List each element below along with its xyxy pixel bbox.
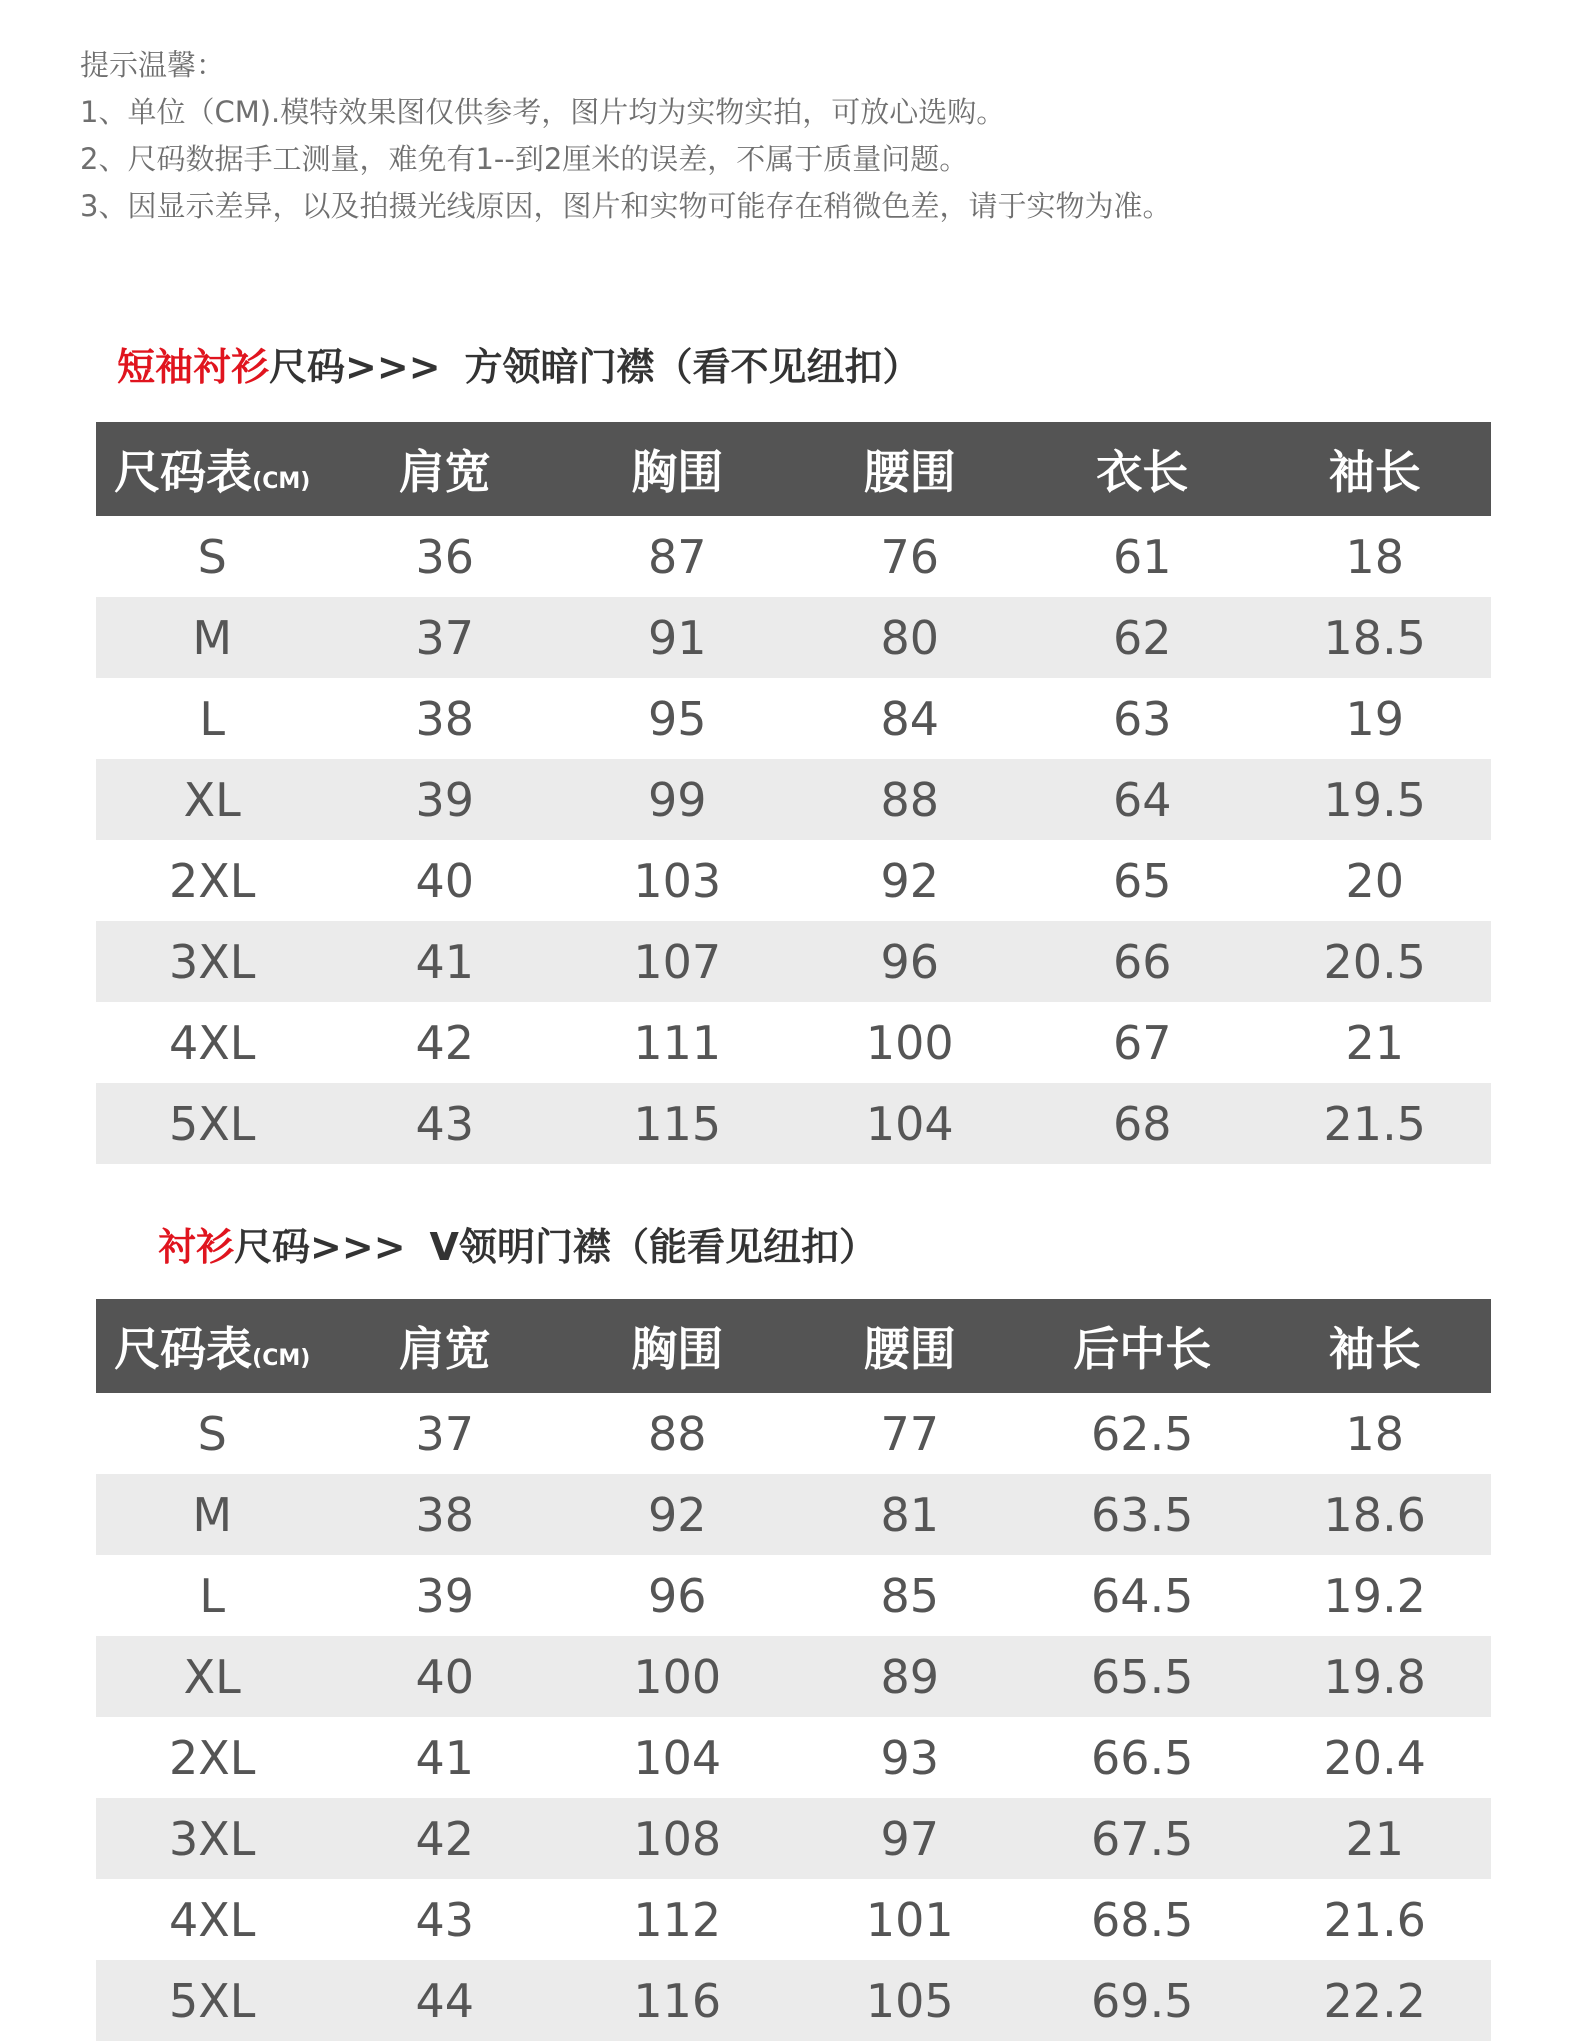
measure-cell: 42 [415, 1015, 475, 1070]
measure-cell: 100 [865, 1015, 954, 1070]
measure-cell: 111 [633, 1015, 722, 1070]
column-header: 胸围 [631, 1322, 724, 1376]
table-row [96, 1879, 1491, 1960]
table-row [96, 921, 1491, 1002]
measure-cell: 99 [647, 772, 707, 827]
table-row [96, 1798, 1491, 1879]
column-header: 袖长 [1328, 1322, 1421, 1376]
size-header-unit: (CM) [252, 1346, 311, 1371]
measure-cell: 41 [415, 1730, 475, 1785]
measure-cell: 93 [880, 1730, 940, 1785]
shirt-title-red: 衬衫 [158, 1225, 235, 1269]
measure-cell: 107 [633, 934, 722, 989]
measure-cell: 63.5 [1091, 1487, 1194, 1542]
table-body [96, 1393, 1491, 2041]
measure-cell: 38 [415, 1487, 475, 1542]
measure-cell: 96 [880, 934, 940, 989]
measure-cell: 18 [1345, 529, 1405, 584]
measure-cell: 65 [1112, 853, 1172, 908]
table-body [96, 516, 1491, 1164]
measure-cell: 108 [633, 1811, 722, 1866]
measure-cell: 66 [1112, 934, 1172, 989]
measure-cell: 95 [647, 691, 707, 746]
size-cell: L [199, 1568, 226, 1623]
table-row [96, 1960, 1491, 2041]
measure-cell: 84 [880, 691, 940, 746]
measure-cell: 20 [1345, 853, 1405, 908]
column-header: 胸围 [631, 445, 724, 499]
table-header-row [96, 422, 1491, 516]
size-header-label: 尺码表 [114, 445, 253, 499]
table-row [96, 840, 1491, 921]
size-cell: 2XL [169, 853, 256, 908]
measure-cell: 104 [633, 1730, 722, 1785]
short-sleeve-title-red: 短袖衬衫 [117, 345, 270, 389]
measure-cell: 19.2 [1323, 1568, 1426, 1623]
table-row [96, 516, 1491, 597]
size-cell: 3XL [169, 934, 256, 989]
measure-cell: 97 [880, 1811, 940, 1866]
measure-cell: 37 [415, 1406, 475, 1461]
measure-cell: 38 [415, 691, 475, 746]
size-header-cell [96, 1299, 329, 1393]
size-cell: L [199, 691, 226, 746]
measure-cell: 100 [633, 1649, 722, 1704]
measure-cell: 92 [880, 853, 940, 908]
measure-cell: 69.5 [1091, 1973, 1194, 2028]
measure-cell: 43 [415, 1096, 475, 1151]
table-row [96, 1474, 1491, 1555]
column-header: 后中长 [1073, 1322, 1212, 1376]
measure-cell: 80 [880, 610, 940, 665]
size-cell: 4XL [169, 1015, 256, 1070]
measure-cell: 44 [415, 1973, 475, 2028]
table-row [96, 597, 1491, 678]
size-cell: XL [183, 1649, 241, 1704]
measure-cell: 18.6 [1323, 1487, 1426, 1542]
measure-cell: 66.5 [1091, 1730, 1194, 1785]
size-cell: S [197, 529, 227, 584]
measure-cell: 43 [415, 1892, 475, 1947]
measure-cell: 39 [415, 1568, 475, 1623]
measure-cell: 96 [647, 1568, 707, 1623]
measure-cell: 65.5 [1091, 1649, 1194, 1704]
tips-notes [80, 42, 1171, 230]
measure-cell: 89 [880, 1649, 940, 1704]
measure-cell: 20.4 [1323, 1730, 1426, 1785]
measure-cell: 115 [633, 1096, 722, 1151]
measure-cell: 61 [1112, 529, 1172, 584]
tips-line-3: 3、因显示差异，以及拍摄光线原因，图片和实物可能存在稍微色差，请于实物为准。 [80, 189, 1172, 223]
column-header: 腰围 [863, 445, 956, 499]
size-header-unit: (CM) [252, 469, 311, 494]
measure-cell: 63 [1112, 691, 1172, 746]
measure-cell: 39 [415, 772, 475, 827]
measure-cell: 22.2 [1323, 1973, 1426, 2028]
size-cell: S [197, 1406, 227, 1461]
measure-cell: 20.5 [1323, 934, 1426, 989]
table-row [96, 1717, 1491, 1798]
size-cell: M [192, 1487, 233, 1542]
table-row [96, 1636, 1491, 1717]
column-header: 袖长 [1328, 445, 1421, 499]
shirt-title-desc: V领明门襟（能看见纽扣） [429, 1225, 877, 1269]
measure-cell: 105 [865, 1973, 954, 2028]
column-header: 腰围 [863, 1322, 956, 1376]
measure-cell: 19.8 [1323, 1649, 1426, 1704]
table-row [96, 1083, 1491, 1164]
measure-cell: 21 [1345, 1015, 1405, 1070]
tips-line-2: 2、尺码数据手工测量，难免有1--到2厘米的误差，不属于质量问题。 [80, 142, 969, 176]
shirt-size-table [96, 1299, 1491, 2041]
column-header: 肩宽 [398, 445, 491, 499]
measure-cell: 85 [880, 1568, 940, 1623]
short-sleeve-size-table [96, 422, 1491, 1164]
measure-cell: 19 [1345, 691, 1405, 746]
measure-cell: 42 [415, 1811, 475, 1866]
tips-line-1: 1、单位（CM).模特效果图仅供参考，图片均为实物实拍，可放心选购。 [80, 95, 1006, 129]
measure-cell: 18.5 [1323, 610, 1426, 665]
measure-cell: 68.5 [1091, 1892, 1194, 1947]
size-header-cell [96, 422, 329, 516]
measure-cell: 87 [647, 529, 707, 584]
size-cell: 5XL [169, 1973, 256, 2028]
table-row [96, 1002, 1491, 1083]
measure-cell: 21 [1345, 1811, 1405, 1866]
measure-cell: 62.5 [1091, 1406, 1194, 1461]
short-sleeve-title-desc: 方领暗门襟（看不见纽扣） [464, 345, 921, 389]
table-header-row [96, 1299, 1491, 1393]
measure-cell: 37 [415, 610, 475, 665]
table-row [96, 1393, 1491, 1474]
measure-cell: 41 [415, 934, 475, 989]
measure-cell: 77 [880, 1406, 940, 1461]
measure-cell: 64 [1112, 772, 1172, 827]
size-cell: M [192, 610, 233, 665]
measure-cell: 40 [415, 853, 475, 908]
measure-cell: 103 [633, 853, 722, 908]
size-cell: 4XL [169, 1892, 256, 1947]
shirt-title-size: 尺码>>> [234, 1225, 406, 1269]
column-header: 肩宽 [398, 1322, 491, 1376]
short-sleeve-title-size: 尺码>>> [269, 345, 441, 389]
table-row [96, 759, 1491, 840]
measure-cell: 67.5 [1091, 1811, 1194, 1866]
measure-cell: 91 [647, 610, 707, 665]
measure-cell: 64.5 [1091, 1568, 1194, 1623]
tips-title: 提示温馨： [80, 48, 226, 82]
measure-cell: 88 [647, 1406, 707, 1461]
column-header: 衣长 [1096, 445, 1189, 499]
shirt-section-title [158, 1216, 877, 1271]
measure-cell: 21.5 [1323, 1096, 1426, 1151]
size-cell: 2XL [169, 1730, 256, 1785]
short-sleeve-section-title [117, 336, 921, 391]
measure-cell: 21.6 [1323, 1892, 1426, 1947]
measure-cell: 62 [1112, 610, 1172, 665]
measure-cell: 116 [633, 1973, 722, 2028]
size-header-label: 尺码表 [114, 1322, 253, 1376]
measure-cell: 92 [647, 1487, 707, 1542]
measure-cell: 19.5 [1323, 772, 1426, 827]
size-cell: 3XL [169, 1811, 256, 1866]
measure-cell: 36 [415, 529, 475, 584]
measure-cell: 88 [880, 772, 940, 827]
measure-cell: 81 [880, 1487, 940, 1542]
measure-cell: 40 [415, 1649, 475, 1704]
measure-cell: 18 [1345, 1406, 1405, 1461]
measure-cell: 67 [1112, 1015, 1172, 1070]
table-row [96, 678, 1491, 759]
size-cell: XL [183, 772, 241, 827]
measure-cell: 104 [865, 1096, 954, 1151]
table-row [96, 1555, 1491, 1636]
measure-cell: 101 [865, 1892, 954, 1947]
size-cell: 5XL [169, 1096, 256, 1151]
measure-cell: 68 [1112, 1096, 1172, 1151]
measure-cell: 76 [880, 529, 940, 584]
measure-cell: 112 [633, 1892, 722, 1947]
